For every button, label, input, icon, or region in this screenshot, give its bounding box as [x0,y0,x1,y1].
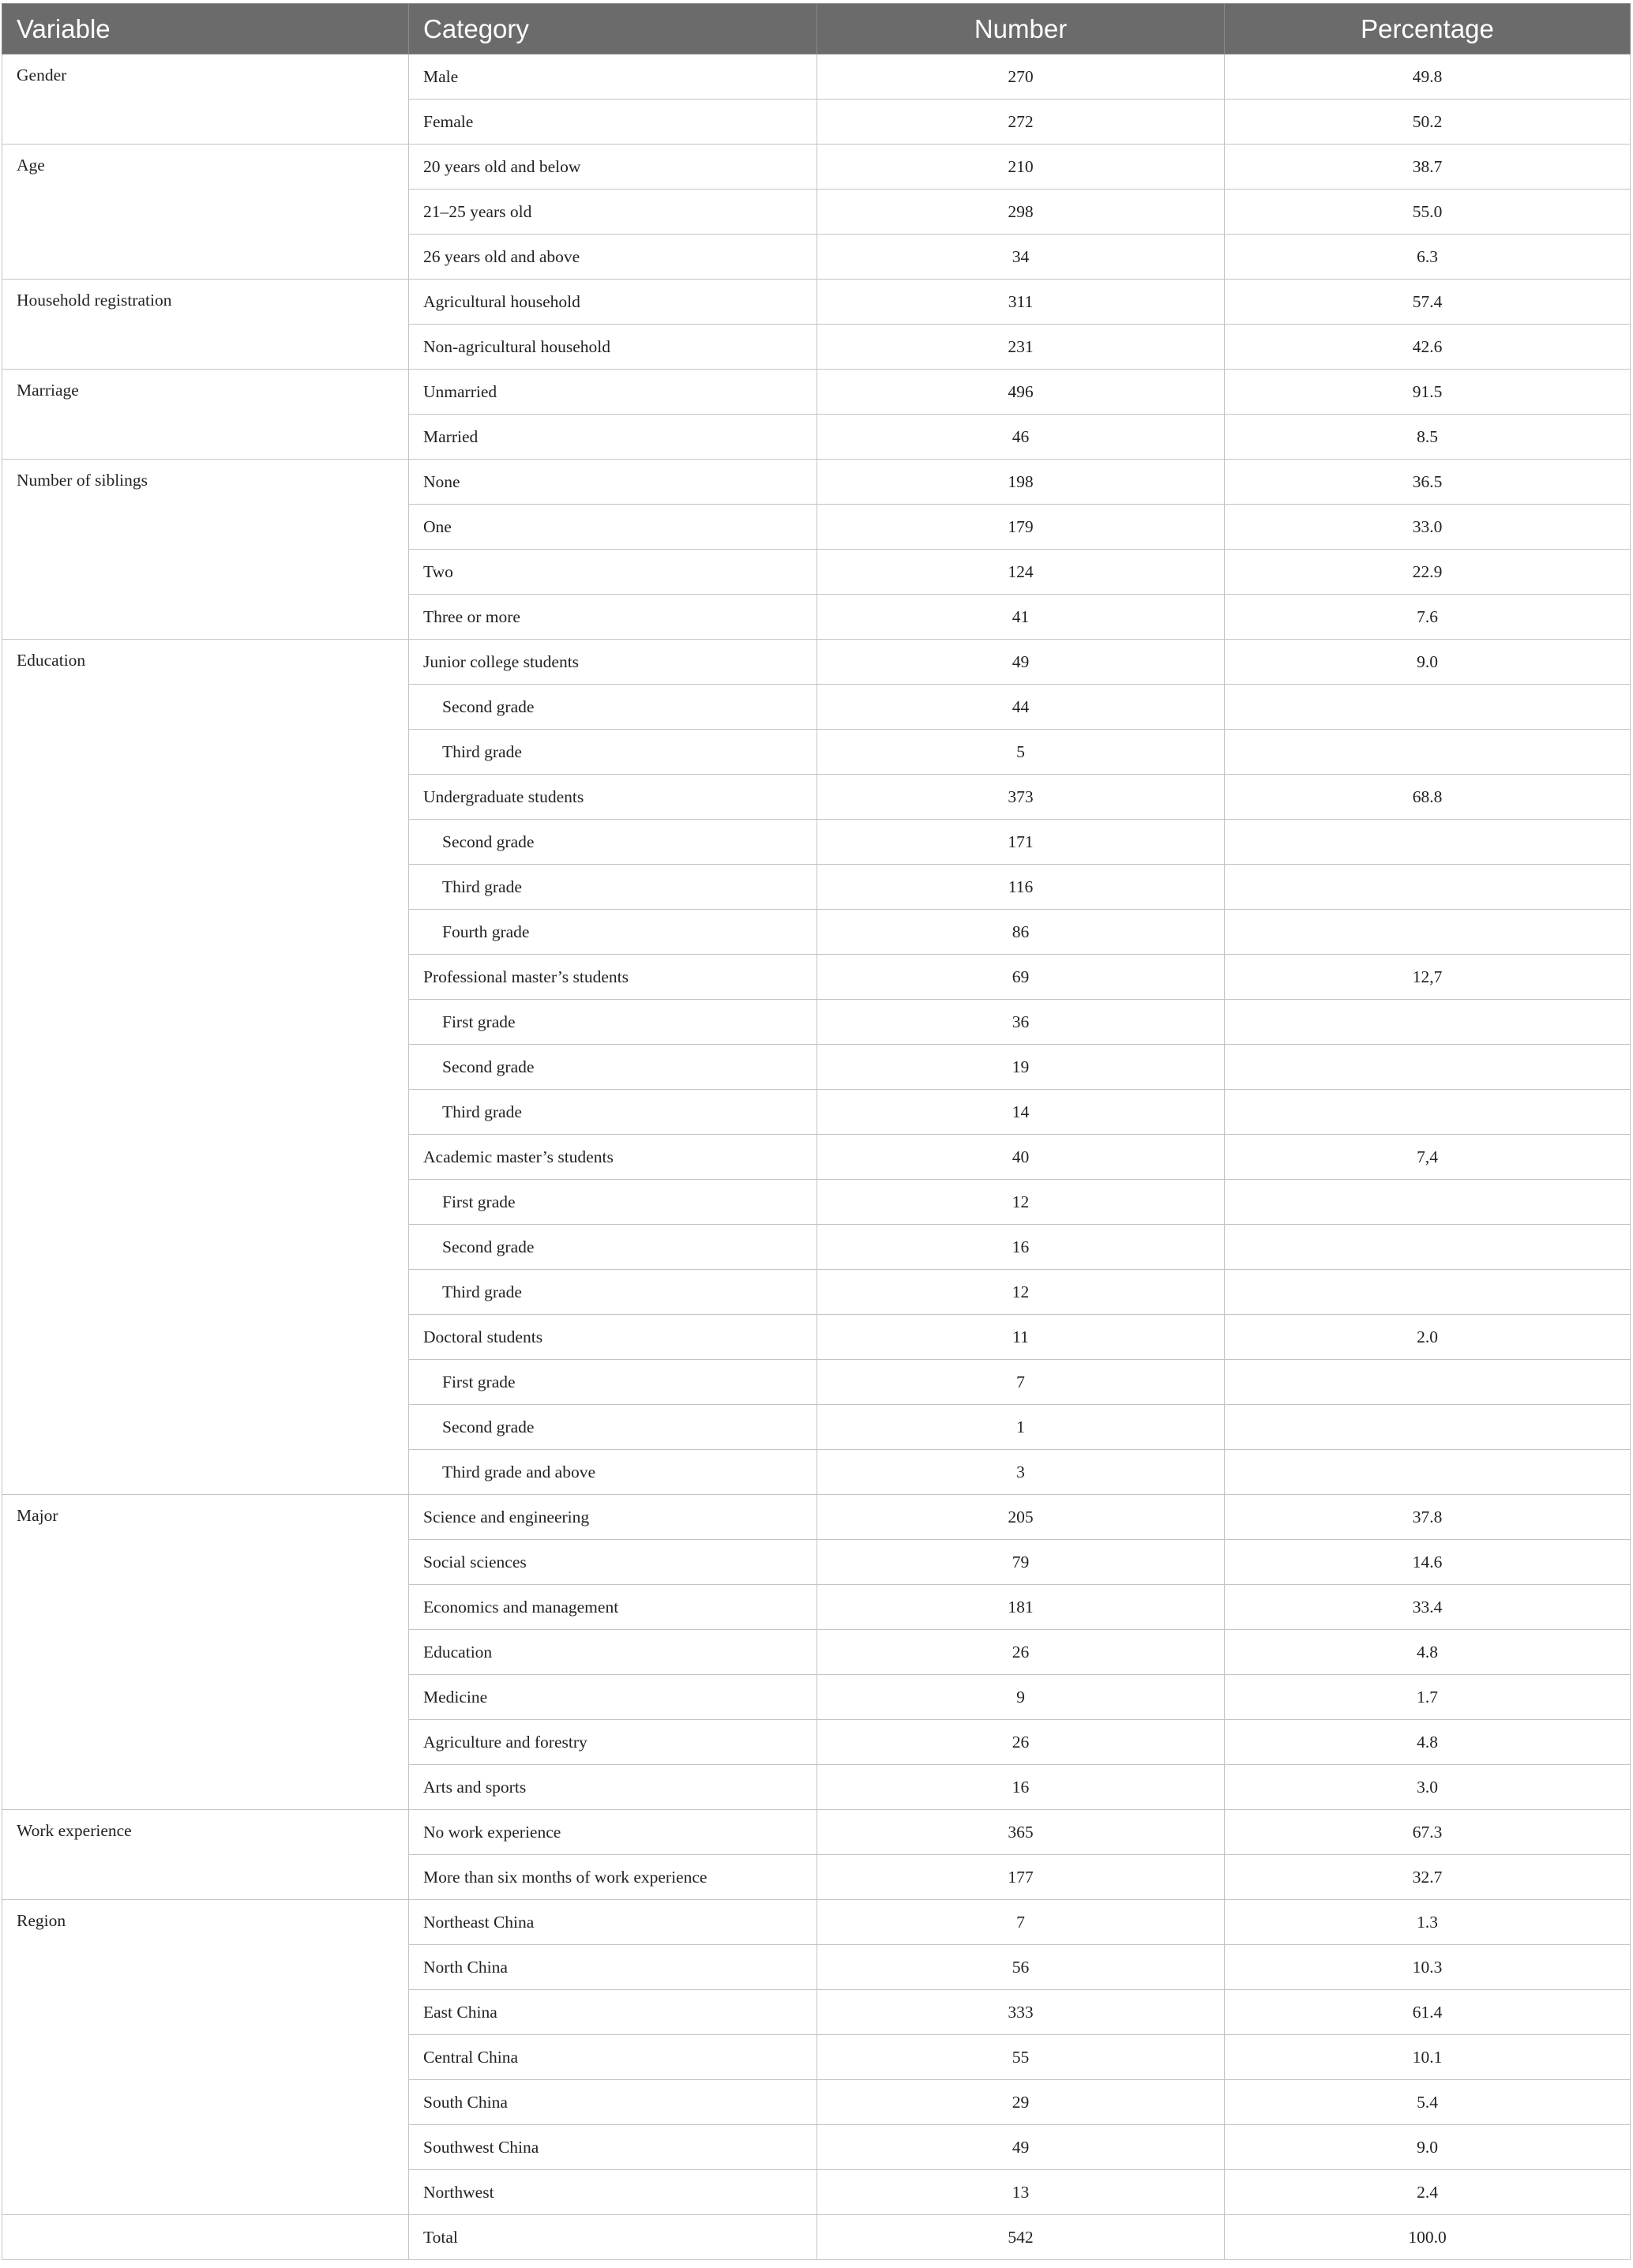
percentage-cell: 55.0 [1225,190,1631,235]
category-cell: Northwest [409,2170,817,2215]
number-cell: 69 [817,955,1225,1000]
percentage-cell: 68.8 [1225,775,1631,820]
number-cell: 36 [817,1000,1225,1045]
category-cell: 21–25 years old [409,190,817,235]
number-cell: 124 [817,550,1225,595]
subcategory-cell: Third grade [409,1270,817,1315]
number-cell: 14 [817,1090,1225,1135]
number-cell: 272 [817,100,1225,145]
subcategory-cell: First grade [409,1360,817,1405]
subcategory-cell: Second grade [409,685,817,730]
percentage-cell [1225,1270,1631,1315]
subcategory-cell: First grade [409,1180,817,1225]
number-cell: 270 [817,54,1225,100]
percentage-cell [1225,865,1631,910]
number-cell: 298 [817,190,1225,235]
percentage-cell: 6.3 [1225,235,1631,280]
variable-cell: Gender [2,54,409,145]
number-cell: 40 [817,1135,1225,1180]
category-cell: Female [409,100,817,145]
category-cell: None [409,460,817,505]
table-row [2,2215,1631,2260]
category-cell: Married [409,415,817,460]
number-cell: 12 [817,1270,1225,1315]
percentage-cell: 22.9 [1225,550,1631,595]
subcategory-cell: Fourth grade [409,910,817,955]
percentage-cell: 2.4 [1225,2170,1631,2215]
percentage-cell [1225,1225,1631,1270]
number-cell: 179 [817,505,1225,550]
percentage-cell: 3.0 [1225,1765,1631,1810]
percentage-cell: 91.5 [1225,370,1631,415]
percentage-cell: 9.0 [1225,640,1631,685]
percentage-cell: 100.0 [1225,2215,1631,2260]
header-number: Number [817,4,1225,54]
table-row [2,280,1631,325]
variable-cell: Household registration [2,280,409,370]
percentage-cell: 4.8 [1225,1630,1631,1675]
category-cell: Social sciences [409,1540,817,1585]
number-cell: 181 [817,1585,1225,1630]
header-variable: Variable [2,4,409,54]
category-cell: Northeast China [409,1900,817,1945]
number-cell: 49 [817,2125,1225,2170]
category-cell: One [409,505,817,550]
category-cell: No work experience [409,1810,817,1855]
number-cell: 3 [817,1450,1225,1495]
table-row [2,145,1631,190]
percentage-cell [1225,1000,1631,1045]
table-row [2,1495,1631,1540]
category-cell: Agriculture and forestry [409,1720,817,1765]
percentage-cell: 10.1 [1225,2035,1631,2080]
number-cell: 210 [817,145,1225,190]
percentage-cell [1225,1180,1631,1225]
category-cell: Central China [409,2035,817,2080]
number-cell: 41 [817,595,1225,640]
percentage-cell: 7,4 [1225,1135,1631,1180]
number-cell: 373 [817,775,1225,820]
percentage-cell: 8.5 [1225,415,1631,460]
category-cell: Academic master’s students [409,1135,817,1180]
table-row [2,370,1631,415]
percentage-cell: 36.5 [1225,460,1631,505]
number-cell: 29 [817,2080,1225,2125]
header-percentage: Percentage [1225,4,1631,54]
percentage-cell [1225,1045,1631,1090]
percentage-cell: 12,7 [1225,955,1631,1000]
category-cell: Three or more [409,595,817,640]
subcategory-cell: First grade [409,1000,817,1045]
number-cell: 542 [817,2215,1225,2260]
variable-cell: Marriage [2,370,409,460]
number-cell: 44 [817,685,1225,730]
header-category: Category [409,4,817,54]
percentage-cell [1225,1090,1631,1135]
subcategory-cell: Second grade [409,1225,817,1270]
category-cell: Arts and sports [409,1765,817,1810]
variable-cell: Age [2,145,409,280]
category-cell: Science and engineering [409,1495,817,1540]
table-body [2,54,1631,2260]
category-cell: Unmarried [409,370,817,415]
number-cell: 49 [817,640,1225,685]
number-cell: 9 [817,1675,1225,1720]
percentage-cell: 33.0 [1225,505,1631,550]
percentage-cell: 50.2 [1225,100,1631,145]
percentage-cell: 37.8 [1225,1495,1631,1540]
category-cell: Agricultural household [409,280,817,325]
subcategory-cell: Third grade [409,1090,817,1135]
percentage-cell: 1.7 [1225,1675,1631,1720]
percentage-cell [1225,1450,1631,1495]
number-cell: 365 [817,1810,1225,1855]
percentage-cell [1225,1360,1631,1405]
number-cell: 205 [817,1495,1225,1540]
category-cell: Economics and management [409,1585,817,1630]
percentage-cell: 14.6 [1225,1540,1631,1585]
variable-cell: Work experience [2,1810,409,1900]
category-cell: North China [409,1945,817,1990]
number-cell: 55 [817,2035,1225,2080]
category-cell: Education [409,1630,817,1675]
number-cell: 5 [817,730,1225,775]
demographics-table [2,3,1631,2260]
number-cell: 56 [817,1945,1225,1990]
subcategory-cell: Third grade and above [409,1450,817,1495]
percentage-cell [1225,910,1631,955]
category-cell: Junior college students [409,640,817,685]
number-cell: 1 [817,1405,1225,1450]
percentage-cell: 33.4 [1225,1585,1631,1630]
number-cell: 26 [817,1720,1225,1765]
table-row [2,640,1631,685]
percentage-cell [1225,685,1631,730]
demographics-table-container [2,3,1630,2260]
number-cell: 46 [817,415,1225,460]
percentage-cell: 9.0 [1225,2125,1631,2170]
category-cell: South China [409,2080,817,2125]
variable-cell [2,2215,409,2260]
percentage-cell [1225,1405,1631,1450]
percentage-cell: 32.7 [1225,1855,1631,1900]
category-cell: Professional master’s students [409,955,817,1000]
variable-cell: Region [2,1900,409,2215]
number-cell: 116 [817,865,1225,910]
number-cell: 13 [817,2170,1225,2215]
category-cell: Two [409,550,817,595]
number-cell: 7 [817,1360,1225,1405]
subcategory-cell: Second grade [409,1045,817,1090]
subcategory-cell: Second grade [409,1405,817,1450]
number-cell: 79 [817,1540,1225,1585]
percentage-cell [1225,730,1631,775]
number-cell: 12 [817,1180,1225,1225]
percentage-cell: 67.3 [1225,1810,1631,1855]
number-cell: 11 [817,1315,1225,1360]
number-cell: 16 [817,1225,1225,1270]
number-cell: 496 [817,370,1225,415]
header-row [2,4,1631,54]
percentage-cell: 57.4 [1225,280,1631,325]
category-cell: 26 years old and above [409,235,817,280]
subcategory-cell: Third grade [409,865,817,910]
table-row [2,1900,1631,1945]
category-cell: Total [409,2215,817,2260]
subcategory-cell: Third grade [409,730,817,775]
number-cell: 34 [817,235,1225,280]
percentage-cell: 5.4 [1225,2080,1631,2125]
percentage-cell: 49.8 [1225,54,1631,100]
category-cell: More than six months of work experience [409,1855,817,1900]
number-cell: 171 [817,820,1225,865]
percentage-cell: 10.3 [1225,1945,1631,1990]
number-cell: 19 [817,1045,1225,1090]
category-cell: Male [409,54,817,100]
category-cell: Undergraduate students [409,775,817,820]
percentage-cell: 7.6 [1225,595,1631,640]
category-cell: Medicine [409,1675,817,1720]
variable-cell: Number of siblings [2,460,409,640]
percentage-cell: 42.6 [1225,325,1631,370]
table-row [2,460,1631,505]
number-cell: 16 [817,1765,1225,1810]
variable-cell: Major [2,1495,409,1810]
percentage-cell: 1.3 [1225,1900,1631,1945]
table-row [2,1810,1631,1855]
category-cell: Southwest China [409,2125,817,2170]
subcategory-cell: Second grade [409,820,817,865]
number-cell: 333 [817,1990,1225,2035]
category-cell: Non-agricultural household [409,325,817,370]
percentage-cell: 61.4 [1225,1990,1631,2035]
number-cell: 7 [817,1900,1225,1945]
number-cell: 311 [817,280,1225,325]
number-cell: 231 [817,325,1225,370]
percentage-cell: 2.0 [1225,1315,1631,1360]
number-cell: 26 [817,1630,1225,1675]
number-cell: 86 [817,910,1225,955]
percentage-cell [1225,820,1631,865]
category-cell: East China [409,1990,817,2035]
category-cell: Doctoral students [409,1315,817,1360]
number-cell: 198 [817,460,1225,505]
percentage-cell: 4.8 [1225,1720,1631,1765]
percentage-cell: 38.7 [1225,145,1631,190]
category-cell: 20 years old and below [409,145,817,190]
number-cell: 177 [817,1855,1225,1900]
table-row [2,54,1631,100]
variable-cell: Education [2,640,409,1495]
